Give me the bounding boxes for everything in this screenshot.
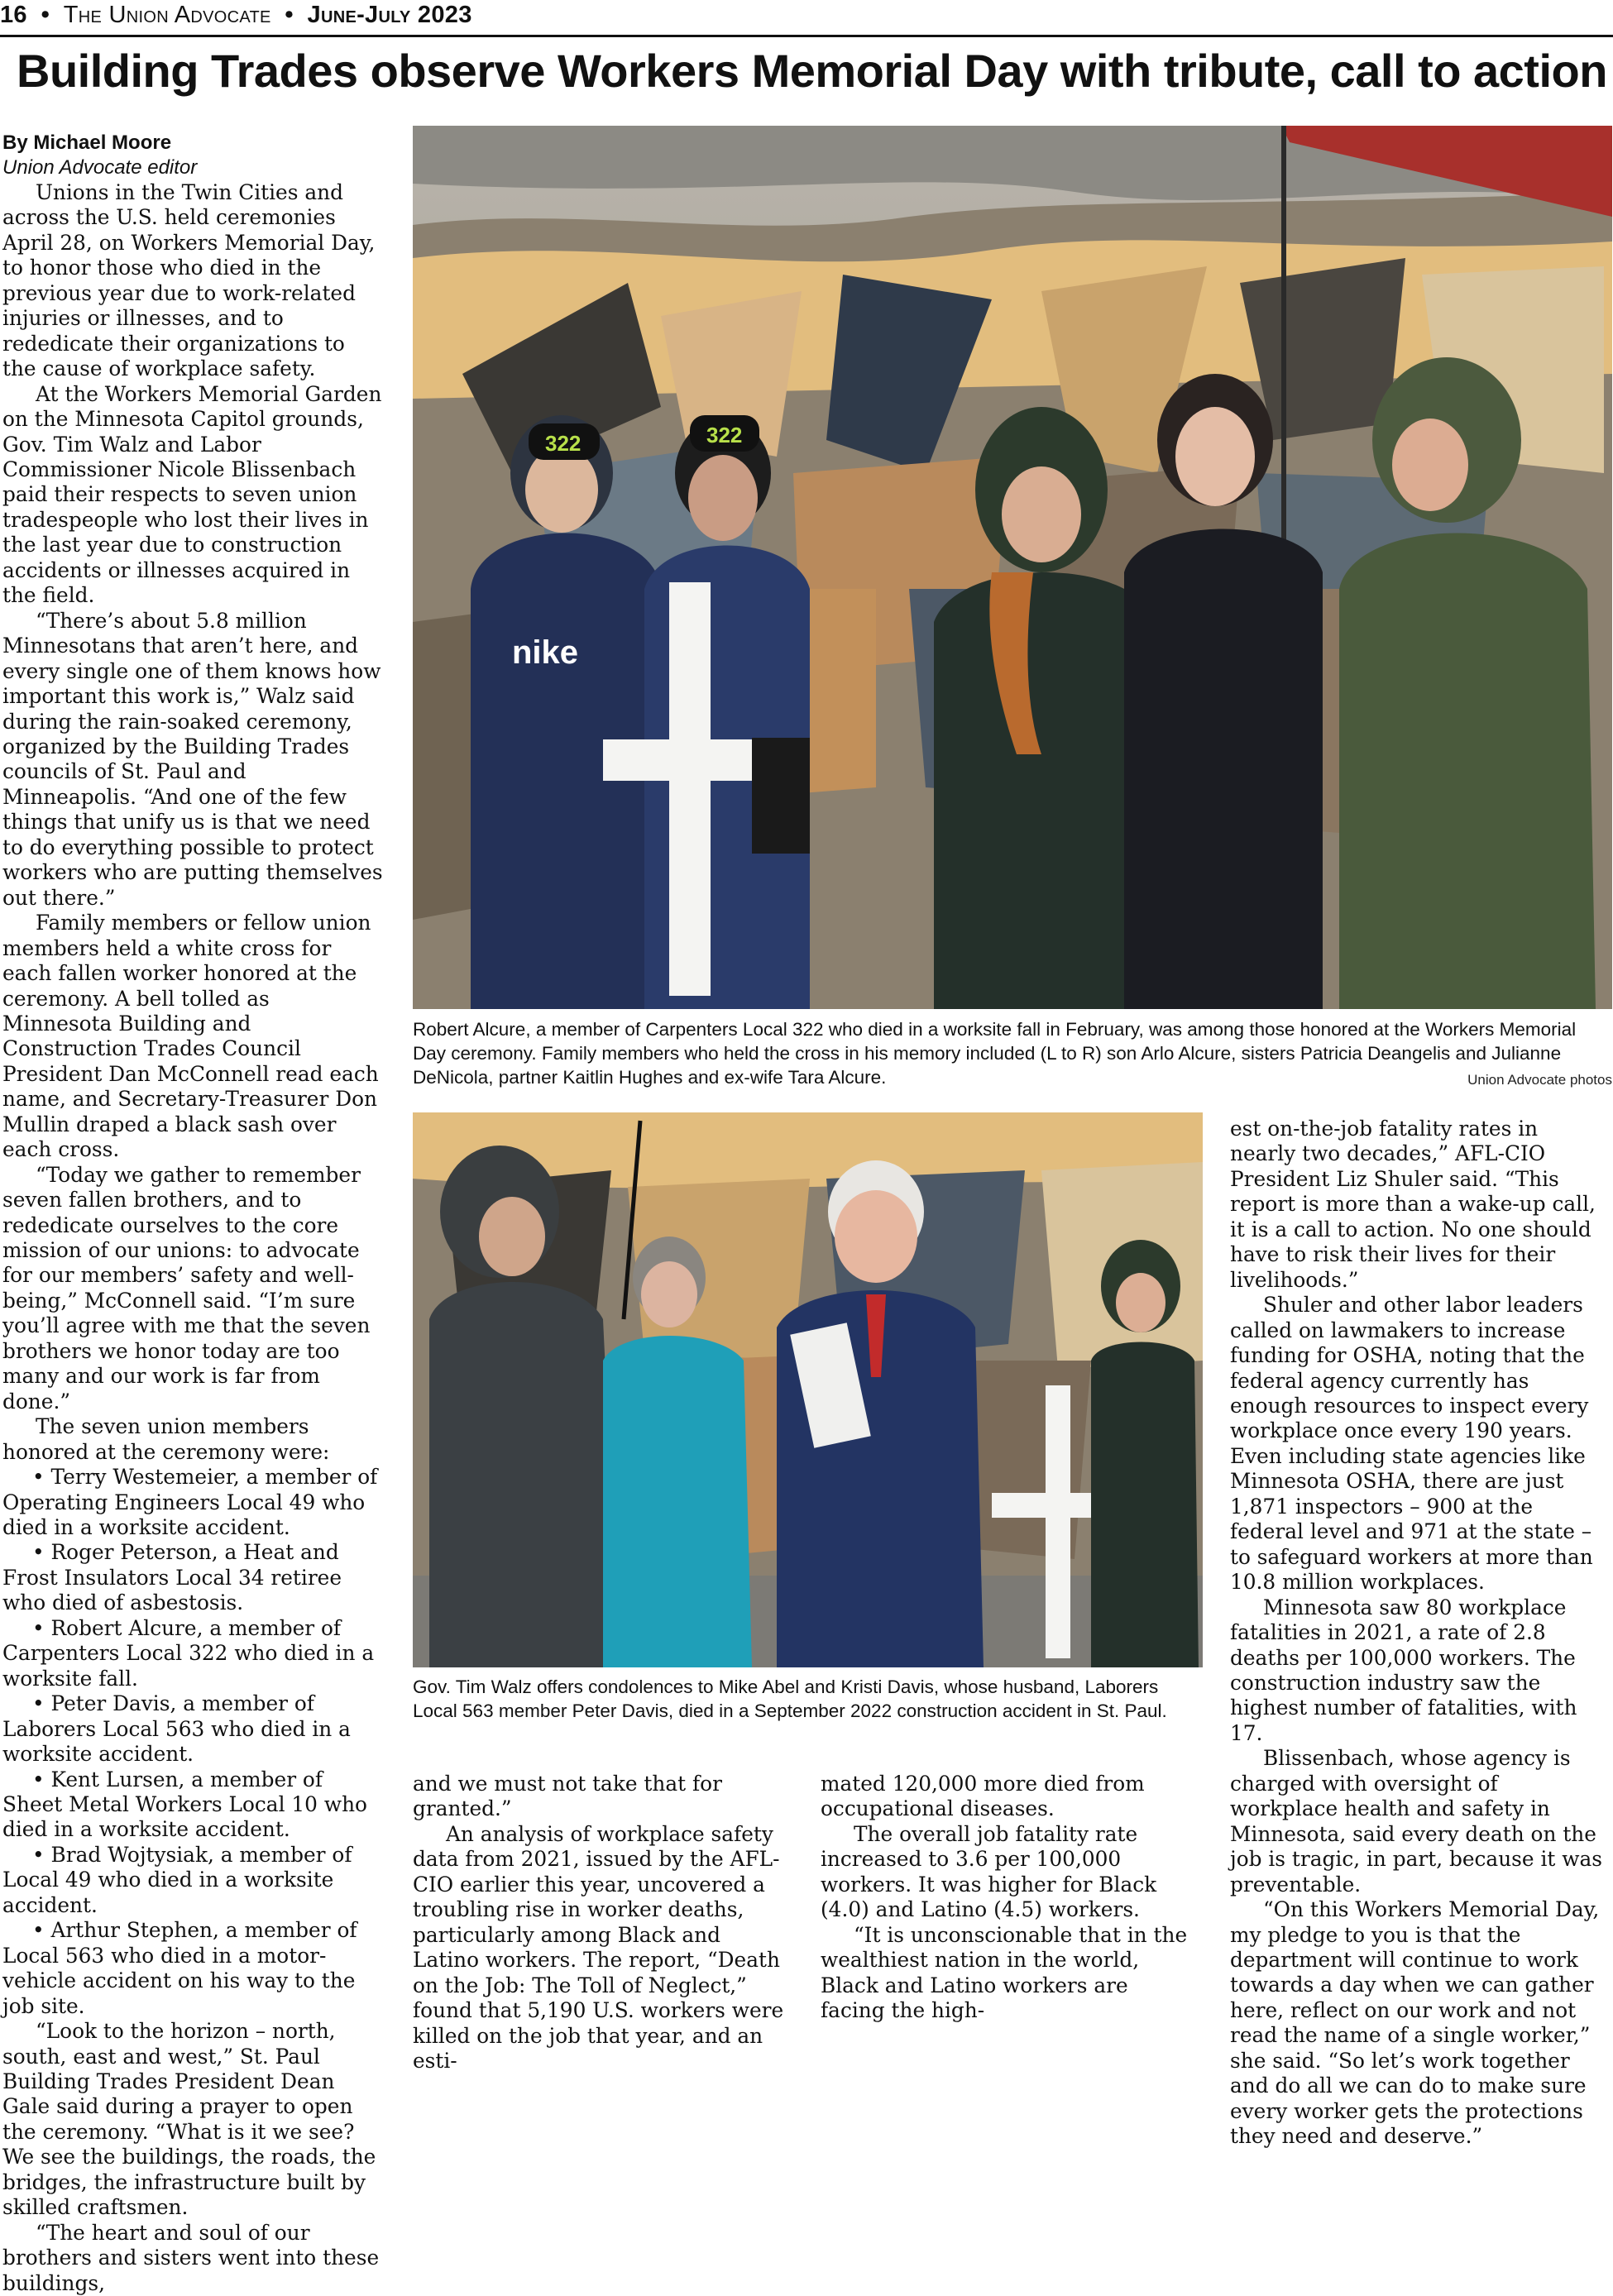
folio-separator: •: [34, 2, 57, 28]
paragraph: Family members or fellow union members held a white cross for each fallen worker honored at the ceremony. A bell tolled as Minnesota Building and Construction Trades Council President Dan McConnell read each name, and Secretary-Treasurer Don Mullin draped a black sash over each cross.: [2, 911, 379, 1162]
paragraph: Shuler and other labor leaders called on lawmakers to increase funding for OSHA, noting that the federal agency currently has enough resources to inspect every workplace once every 190 years. Even including state agencies like Minnesota OSHA, there are just 1,871 inspectors – 900 at the federal level and 971 at the state – to safeguard workers at more than 10.8 million workplaces.: [1230, 1293, 1593, 1595]
paragraph: mated 120,000 more died from occupational diseases.: [821, 1772, 1145, 1821]
article-column-2: [413, 1772, 789, 2074]
paragraph: The overall job fatality rate increased to 3.6 per 100,000 workers. It was higher for Black (4.0) and Latino (4.5) workers.: [821, 1821, 1157, 1922]
paragraph: “On this Workers Memorial Day, my pledge to you is that the department will continue to work towards a day when we can gather here, reflect on our work and not read the name of a single worker,” she said. “So let’s work together and do all we can do to make sure every worker gets the protections they need and deserve.”: [1230, 1897, 1600, 2149]
paragraph: “It is unconscionable that in the wealthiest nation in the world, Black and Latino workers are facing the high-: [821, 1922, 1188, 2023]
honoree-item: • Peter Davis, a member of Laborers Local 563 who died in a worksite accident.: [2, 1691, 351, 1767]
paragraph: Unions in the Twin Cities and across the U.S. held ceremonies April 28, on Workers Memorial Day, to honor those who died in the previous year due to work-related injuries or illnesses, and to rededicate their organizations to the cause of workplace safety.: [2, 180, 376, 381]
paragraph: “The heart and soul of our brothers and sisters went into these buildings,: [2, 2220, 380, 2295]
page-folio: [0, 2, 1613, 35]
byline-title: Union Advocate editor: [2, 156, 198, 179]
issue-date: June-July 2023: [307, 2, 472, 28]
paragraph: est on-the-job fatality rates in nearly two decades,” AFL-CIO President Liz Shuler said. “This report is more than a wake-up call, it is a call to action. No one should have to risk their lives for their livelihoods.”: [1230, 1117, 1596, 1292]
photo-memorial-cross: [413, 126, 1612, 1009]
article-column-4: [1230, 1117, 1610, 2150]
honoree-item: • Robert Alcure, a member of Carpenters Local 322 who died in a worksite fall.: [2, 1615, 375, 1691]
honoree-item: • Kent Lursen, a member of Sheet Metal Workers Local 10 who died in a worksite accident.: [2, 1767, 367, 1842]
photo-1-caption: Robert Alcure, a member of Carpenters Local 322 who died in a worksite fall in February, was among those honored at the Workers Memorial Day ceremony. Family members who held the cross in his memory included (L to R) son Arlo Alcure, sisters Patricia Deangelis and Julianne DeNicola, partner Kaitlin Hughes and ex-wife Tara Alcure.: [413, 1019, 1577, 1088]
photo-credit: Union Advocate photos: [1467, 1072, 1612, 1088]
photo-2-caption: Gov. Tim Walz offers condolences to Mike Abel and Kristi Davis, whose husband, Laborers Local 563 member Peter Davis, died in a September 2022 construction accident in St. Paul.: [413, 1677, 1167, 1721]
paragraph: The seven union members honored at the ceremony were:: [2, 1414, 330, 1464]
hat-text-1: 322: [545, 431, 582, 456]
paragraph: Minnesota saw 80 workplace fatalities in 2021, a rate of 2.8 deaths per 100,000 workers. The construction industry saw the highest number of fatalities, with 17.: [1230, 1595, 1577, 1745]
article-column-3: [821, 1772, 1197, 2024]
photo-memorial-cross-image: [413, 126, 1612, 1009]
photo-governor-condolences: [413, 1112, 1203, 1667]
byline: By Michael Moore: [2, 132, 172, 154]
paragraph: “There’s about 5.8 million Minnesotans that aren’t here, and every single one of them knows how important this work is,” Walz said during the rain-soaked ceremony, organized by the Building Trades councils of St. Paul and Minneapolis. “And one of the few things that unify us is that we need to do everything possible to protect workers who are putting themselves out there.”: [2, 608, 383, 910]
paragraph: An analysis of workplace safety data from 2021, issued by the AFL-CIO earlier this year, uncovered a troubling rise in worker deaths, particularly among Black and Latino workers. The report, “Death on the Job: The Toll of Neglect,” found that 5,190 U.S. workers were killed on the job that year, and an esti-: [413, 1821, 784, 2073]
paragraph: “Look to the horizon – north, south, east and west,” St. Paul Building Trades President Dean Gale said during a prayer to open the ceremony. “What is it we see? We see the buildings, the roads, the bridges, the infrastructure built by skilled craftsmen.: [2, 2019, 376, 2220]
publication-name: The Union Advocate: [63, 2, 271, 28]
photo-governor-condolences-image: [413, 1112, 1203, 1667]
folio-rule: [0, 35, 1613, 37]
page-number: 16: [0, 2, 27, 28]
paragraph: At the Workers Memorial Garden on the Minnesota Capitol grounds, Gov. Tim Walz and Labor Commissioner Nicole Blissenbach paid their respects to seven union tradespeople who lost their lives in the last year due to construction accidents or illnesses acquired in the field.: [2, 381, 382, 608]
headline: Building Trades observe Workers Memorial Day with tribute, call to action: [17, 45, 1607, 97]
shirt-text: nike: [512, 634, 579, 671]
hat-text-2: 322: [706, 423, 743, 447]
paragraph: “Today we gather to remember seven fallen brothers, and to rededicate ourselves to the core mission of our unions: to advocate for our members’ safety and well-being,” McConnell said. “I’m sure you’ll agree with me that the seven brothers we honor today are too many and our work is far from done.”: [2, 1162, 371, 1413]
honoree-item: • Terry Westemeier, a member of Operating Engineers Local 49 who died in a worksite accident.: [2, 1465, 378, 1540]
folio-separator: •: [278, 2, 301, 28]
article-column-1: [2, 131, 383, 2296]
honoree-item: • Brad Wojtysiak, a member of Local 49 who died in a worksite accident.: [2, 1842, 352, 1917]
honoree-item: • Roger Peterson, a Heat and Frost Insulators Local 34 retiree who died of asbestosis.: [2, 1540, 342, 1615]
paragraph: and we must not take that for granted.”: [413, 1772, 722, 1821]
paragraph: Blissenbach, whose agency is charged with oversight of workplace health and safety in Minnesota, said every death on the job is tragic, in part, because it was preventable.: [1230, 1746, 1602, 1897]
honoree-item: • Arthur Stephen, a member of Local 563 who died in a motor-vehicle accident on his way to the job site.: [2, 1918, 357, 2018]
